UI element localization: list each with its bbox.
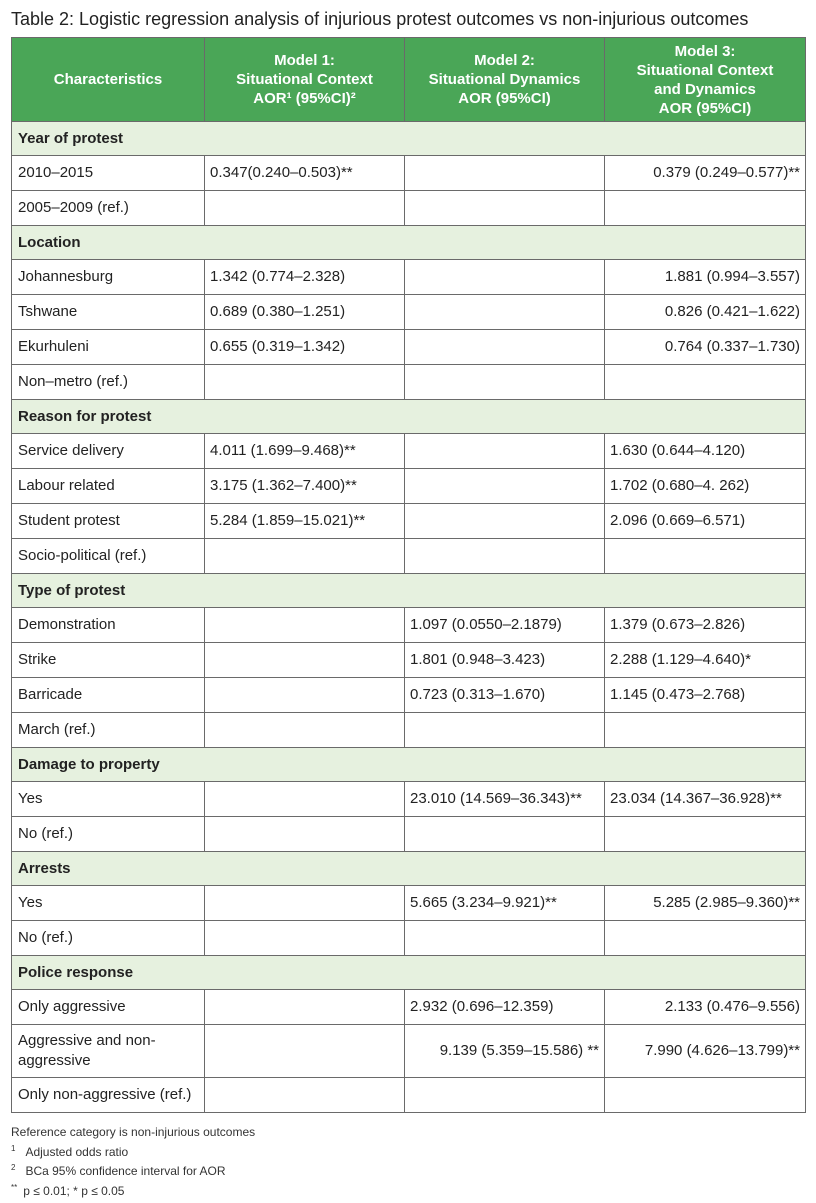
header-model-2-line-2: Situational Dynamics <box>428 71 581 88</box>
cell-model-1 <box>205 782 405 817</box>
section-row <box>12 748 806 782</box>
note-3-text: p ≤ 0.01; * p ≤ 0.05 <box>23 1183 125 1198</box>
section-row <box>12 852 806 886</box>
cell-model-3: 2.288 (1.129–4.640)* <box>605 643 806 678</box>
cell-model-3 <box>605 191 806 226</box>
table-row <box>12 782 806 817</box>
section-label: Reason for protest <box>12 400 806 434</box>
section-row <box>12 956 806 990</box>
header-model-2-line-3: AOR (95%CI) <box>458 90 551 107</box>
row-label: Demonstration <box>12 608 205 643</box>
cell-model-3: 1.145 (0.473–2.768) <box>605 678 806 713</box>
row-label: Only non-aggressive (ref.) <box>12 1078 205 1113</box>
cell-model-1 <box>205 191 405 226</box>
row-label: Ekurhuleni <box>12 330 205 365</box>
section-row <box>12 226 806 260</box>
row-label: Yes <box>12 886 205 921</box>
section-row <box>12 574 806 608</box>
section-label: Year of protest <box>12 122 806 156</box>
cell-model-2 <box>405 1078 605 1113</box>
cell-model-1 <box>205 886 405 921</box>
cell-model-1: 0.347(0.240–0.503)** <box>205 156 405 191</box>
header-model-3-line-4: AOR (95%CI) <box>658 99 752 117</box>
header-model-1 <box>205 38 405 122</box>
cell-model-3: 0.379 (0.249–0.577)** <box>605 156 806 191</box>
cell-model-2 <box>405 156 605 191</box>
note-reference: Reference category is non-injurious outcomes <box>11 1125 256 1139</box>
cell-model-3 <box>605 1078 806 1113</box>
section-label: Arrests <box>12 852 806 886</box>
table-row <box>12 1025 806 1078</box>
cell-model-1: 5.284 (1.859–15.021)** <box>205 504 405 539</box>
cell-model-2 <box>405 817 605 852</box>
cell-model-2 <box>405 191 605 226</box>
note-1-marker: 1 <box>11 1143 16 1153</box>
header-model-1-line-1: Model 1: <box>274 52 335 69</box>
cell-model-2 <box>405 921 605 956</box>
regression-table <box>11 37 806 1113</box>
cell-model-3 <box>605 921 806 956</box>
row-label: 2010–2015 <box>12 156 205 191</box>
cell-model-3: 0.764 (0.337–1.730) <box>605 330 806 365</box>
table-row <box>12 260 806 295</box>
table-row <box>12 817 806 852</box>
note-2-text: BCa 95% confidence interval for AOR <box>25 1164 226 1178</box>
cell-model-3: 2.096 (0.669–6.571) <box>605 504 806 539</box>
cell-model-3: 1.702 (0.680–4. 262) <box>605 469 806 504</box>
cell-model-2: 5.665 (3.234–9.921)** <box>405 886 605 921</box>
row-label: Yes <box>12 782 205 817</box>
table-row <box>12 713 806 748</box>
cell-model-2: 0.723 (0.313–1.670) <box>405 678 605 713</box>
cell-model-3: 7.990 (4.626–13.799)** <box>605 1025 806 1078</box>
note-1 <box>11 1141 255 1161</box>
cell-model-1 <box>205 608 405 643</box>
row-label: Strike <box>12 643 205 678</box>
note-1-text: Adjusted odds ratio <box>25 1144 129 1159</box>
header-model-2 <box>405 38 605 122</box>
table-row <box>12 295 806 330</box>
cell-model-1 <box>205 921 405 956</box>
cell-model-2 <box>405 504 605 539</box>
table-row <box>12 434 806 469</box>
cell-model-2: 2.932 (0.696–12.359) <box>405 990 605 1025</box>
cell-model-3: 23.034 (14.367–36.928)** <box>605 782 806 817</box>
row-label: Barricade <box>12 678 205 713</box>
cell-model-3: 0.826 (0.421–1.622) <box>605 295 806 330</box>
header-model-3-line-3: and Dynamics <box>654 80 756 98</box>
cell-model-3 <box>605 365 806 400</box>
table-body <box>12 122 806 1113</box>
cell-model-1 <box>205 678 405 713</box>
cell-model-1 <box>205 539 405 574</box>
header-model-1-line-2: Situational Context <box>236 71 373 88</box>
row-label: Service delivery <box>12 434 205 469</box>
cell-model-1 <box>205 1025 405 1078</box>
row-label: Only aggressive <box>12 990 205 1025</box>
cell-model-1: 3.175 (1.362–7.400)** <box>205 469 405 504</box>
table-row <box>12 469 806 504</box>
table-row <box>12 886 806 921</box>
row-label: Student protest <box>12 504 205 539</box>
cell-model-2: 1.097 (0.0550–2.1879) <box>405 608 605 643</box>
table-title: Table 2: Logistic regression analysis of injurious protest outcomes vs non-injurious outcomes <box>11 9 749 29</box>
cell-model-1: 1.342 (0.774–2.328) <box>205 260 405 295</box>
cell-model-2: 23.010 (14.569–36.343)** <box>405 782 605 817</box>
cell-model-2: 1.801 (0.948–3.423) <box>405 643 605 678</box>
cell-model-1: 4.011 (1.699–9.468)** <box>205 434 405 469</box>
row-label: Labour related <box>12 469 205 504</box>
cell-model-1 <box>205 817 405 852</box>
cell-model-2 <box>405 539 605 574</box>
cell-model-1 <box>205 365 405 400</box>
cell-model-3 <box>605 817 806 852</box>
row-label: Tshwane <box>12 295 205 330</box>
header-characteristics: Characteristics <box>12 38 205 122</box>
cell-model-2 <box>405 260 605 295</box>
cell-model-3 <box>605 539 806 574</box>
row-label: Socio-political (ref.) <box>12 539 205 574</box>
note-3 <box>11 1180 255 1200</box>
cell-model-2 <box>405 365 605 400</box>
cell-model-3: 1.630 (0.644–4.120) <box>605 434 806 469</box>
table-row <box>12 608 806 643</box>
cell-model-1: 0.689 (0.380–1.251) <box>205 295 405 330</box>
table-row <box>12 921 806 956</box>
cell-model-2 <box>405 469 605 504</box>
cell-model-1 <box>205 713 405 748</box>
row-label: 2005–2009 (ref.) <box>12 191 205 226</box>
cell-model-3: 5.285 (2.985–9.360)** <box>605 886 806 921</box>
header-row <box>12 38 806 122</box>
header-model-3-line-1: Model 3: <box>674 42 736 60</box>
section-row <box>12 400 806 434</box>
table-row <box>12 330 806 365</box>
cell-model-3: 1.379 (0.673–2.826) <box>605 608 806 643</box>
cell-model-1: 0.655 (0.319–1.342) <box>205 330 405 365</box>
table-row <box>12 191 806 226</box>
cell-model-1 <box>205 990 405 1025</box>
row-label: Aggressive and non-aggressive <box>12 1025 205 1078</box>
section-label: Location <box>12 226 806 260</box>
cell-model-1 <box>205 643 405 678</box>
table-row <box>12 643 806 678</box>
cell-model-1 <box>205 1078 405 1113</box>
note-3-marker: ** <box>11 1182 18 1192</box>
cell-model-3: 1.881 (0.994–3.557) <box>605 260 806 295</box>
cell-model-2 <box>405 330 605 365</box>
table-row <box>12 156 806 191</box>
cell-model-3 <box>605 713 806 748</box>
header-model-2-line-1: Model 2: <box>474 52 535 69</box>
table-row <box>12 678 806 713</box>
header-model-1-line-3: AOR¹ (95%CI)² <box>253 90 356 107</box>
table-row <box>12 539 806 574</box>
table-row <box>12 504 806 539</box>
section-label: Type of protest <box>12 574 806 608</box>
cell-model-2 <box>405 434 605 469</box>
row-label: Non–metro (ref.) <box>12 365 205 400</box>
cell-model-2 <box>405 713 605 748</box>
row-label: March (ref.) <box>12 713 205 748</box>
cell-model-3: 2.133 (0.476–9.556) <box>605 990 806 1025</box>
cell-model-2: 9.139 (5.359–15.586) ** <box>405 1025 605 1078</box>
row-label: No (ref.) <box>12 921 205 956</box>
row-label: Johannesburg <box>12 260 205 295</box>
table-row <box>12 365 806 400</box>
table-row <box>12 990 806 1025</box>
table-row <box>12 1078 806 1113</box>
note-2-marker: 2 <box>11 1163 16 1172</box>
header-model-3 <box>605 38 806 122</box>
section-label: Damage to property <box>12 748 806 782</box>
header-model-3-line-2: Situational Context <box>636 61 774 79</box>
cell-model-2 <box>405 295 605 330</box>
row-label: No (ref.) <box>12 817 205 852</box>
section-label: Police response <box>12 956 806 990</box>
section-row <box>12 122 806 156</box>
table-notes <box>11 1124 255 1199</box>
note-2 <box>11 1160 255 1180</box>
